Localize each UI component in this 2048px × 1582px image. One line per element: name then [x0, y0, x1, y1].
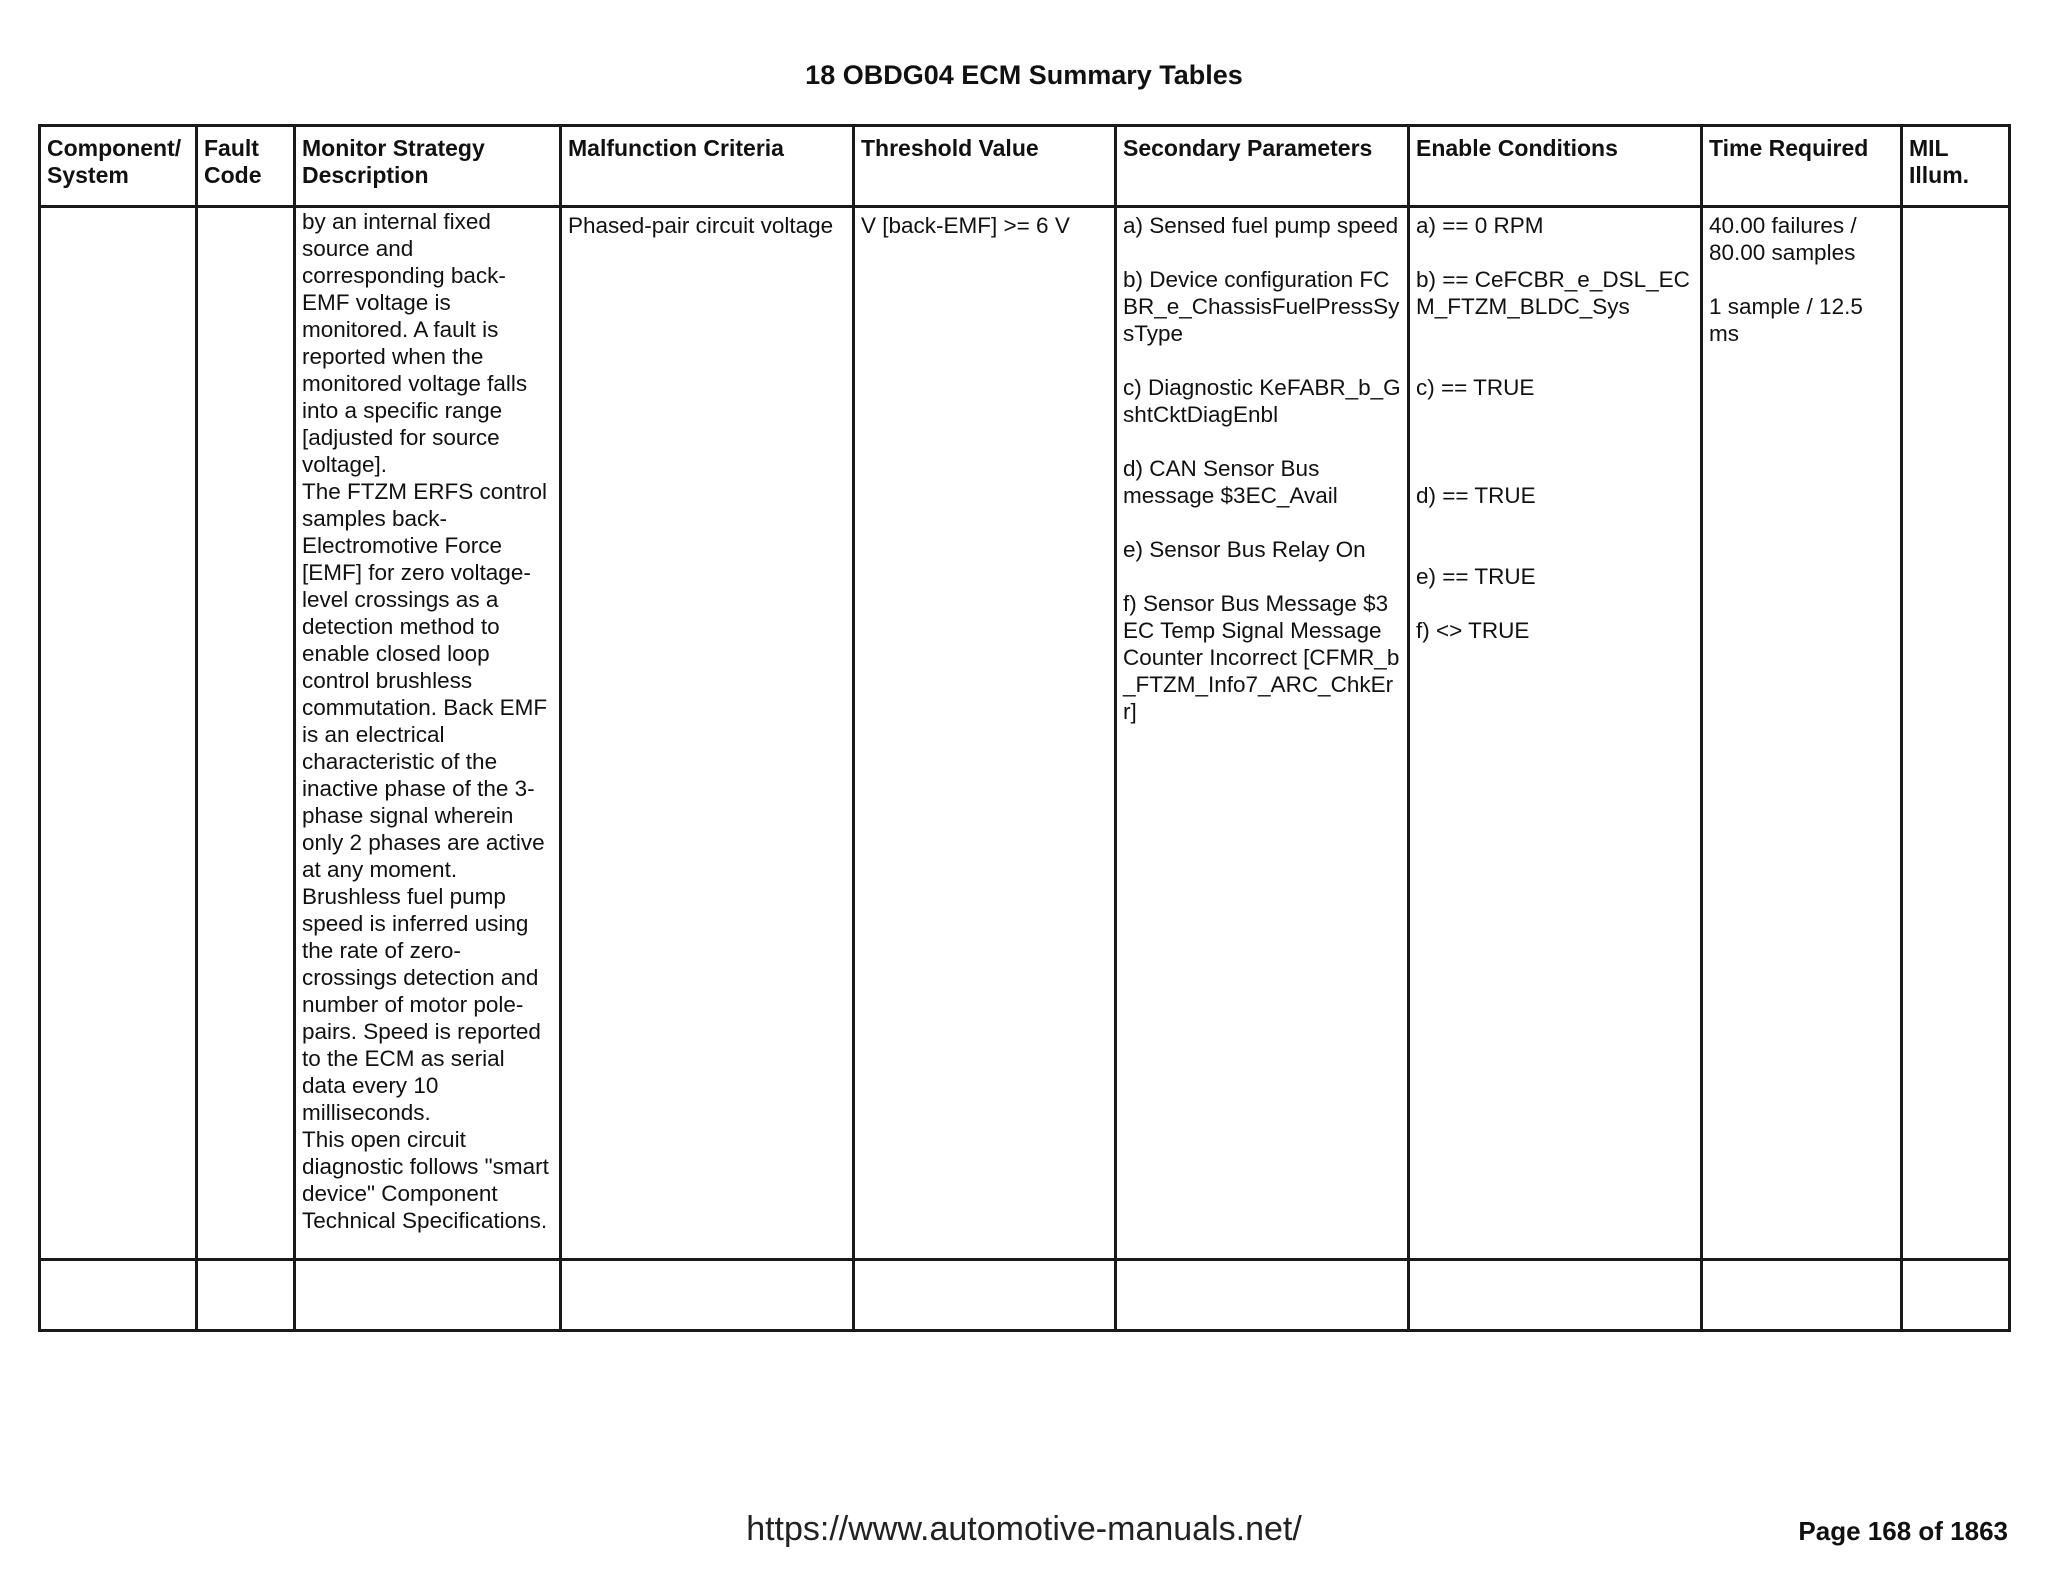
enable-condition-c: c) == TRUE	[1416, 375, 1535, 400]
secondary-param-e: e) Sensor Bus Relay On	[1123, 537, 1366, 562]
empty-cell	[854, 1260, 1116, 1331]
empty-cell	[1116, 1260, 1409, 1331]
enable-condition-e: e) == TRUE	[1416, 564, 1536, 589]
header-mil: MIL Illum.	[1902, 126, 2010, 207]
secondary-param-c: c) Diagnostic KeFABR_b_GshtCktDiagEnbl	[1123, 375, 1401, 427]
cell-enable	[1409, 207, 1702, 1260]
time-required-sample: 1 sample / 12.5 ms	[1709, 294, 1863, 346]
secondary-param-b: b) Device configuration FCBR_e_ChassisFuelPressSysType	[1123, 267, 1400, 346]
empty-cell	[1902, 1260, 2010, 1331]
enable-condition-f: f) <> TRUE	[1416, 618, 1530, 643]
header-strategy: Monitor Strategy Description	[295, 126, 561, 207]
enable-condition-b: b) == CeFCBR_e_DSL_ECM_FTZM_BLDC_Sys	[1416, 267, 1690, 319]
empty-cell	[1702, 1260, 1902, 1331]
empty-cell	[40, 1260, 197, 1331]
header-enable: Enable Conditions	[1409, 126, 1702, 207]
secondary-param-f: f) Sensor Bus Message $3EC Temp Signal Message Counter Incorrect [CFMR_b_FTZM_Info7_ARC_ChkErr]	[1123, 591, 1400, 724]
cell-secondary	[1116, 207, 1409, 1260]
cell-fault-code	[197, 207, 295, 1260]
secondary-param-d: d) CAN Sensor Bus message $3EC_Avail	[1123, 456, 1338, 508]
summary-table	[38, 124, 2011, 1332]
empty-cell	[197, 1260, 295, 1331]
table-row	[40, 207, 2010, 1260]
header-fault-code: Fault Code	[197, 126, 295, 207]
cell-strategy	[295, 207, 561, 1260]
enable-condition-a: a) == 0 RPM	[1416, 213, 1544, 238]
header-time: Time Required	[1702, 126, 1902, 207]
cell-malfunction: Phased-pair circuit voltage	[561, 207, 854, 1260]
empty-cell	[561, 1260, 854, 1331]
page-number: Page 168 of 1863	[1798, 1516, 2008, 1546]
header-row	[40, 126, 2010, 207]
header-threshold: Threshold Value	[854, 126, 1116, 207]
strategy-text: by an internal fixed source and corresponding back-EMF voltage is monitored. A fault is reported when the monitored voltage falls into a specific range [adjusted for source voltage]. The FTZM ERFS control samples back-Electromotive Force [EMF] for zero voltage-level crossings as a detection method to enable closed loop control brushless commutation. Back EMF is an electrical characteristic of the inactive phase of the 3-phase signal wherein only 2 phases are active at any moment. Brushless fuel pump speed is inferred using the rate of zero-crossings detection and number of motor pole-pairs. Speed is reported to the ECM as serial data every 10 milliseconds. This open circuit diagnostic follows "smart device" Component Technical Specifications.	[302, 209, 549, 1233]
empty-cell	[1409, 1260, 1702, 1331]
secondary-param-a: a) Sensed fuel pump speed	[1123, 213, 1399, 238]
header-malfunction: Malfunction Criteria	[561, 126, 854, 207]
cell-time	[1702, 207, 1902, 1260]
enable-condition-d: d) == TRUE	[1416, 483, 1536, 508]
time-required-failures: 40.00 failures / 80.00 samples	[1709, 213, 1857, 265]
table-row	[40, 1260, 2010, 1331]
footer-url[interactable]: https://www.automotive-manuals.net/	[746, 1510, 1302, 1548]
empty-cell	[295, 1260, 561, 1331]
header-component: Component/ System	[40, 126, 197, 207]
header-secondary: Secondary Parameters	[1116, 126, 1409, 207]
page-title: 18 OBDG04 ECM Summary Tables	[805, 60, 1243, 90]
cell-component	[40, 207, 197, 1260]
cell-mil	[1902, 207, 2010, 1260]
cell-threshold: V [back-EMF] >= 6 V	[854, 207, 1116, 1260]
